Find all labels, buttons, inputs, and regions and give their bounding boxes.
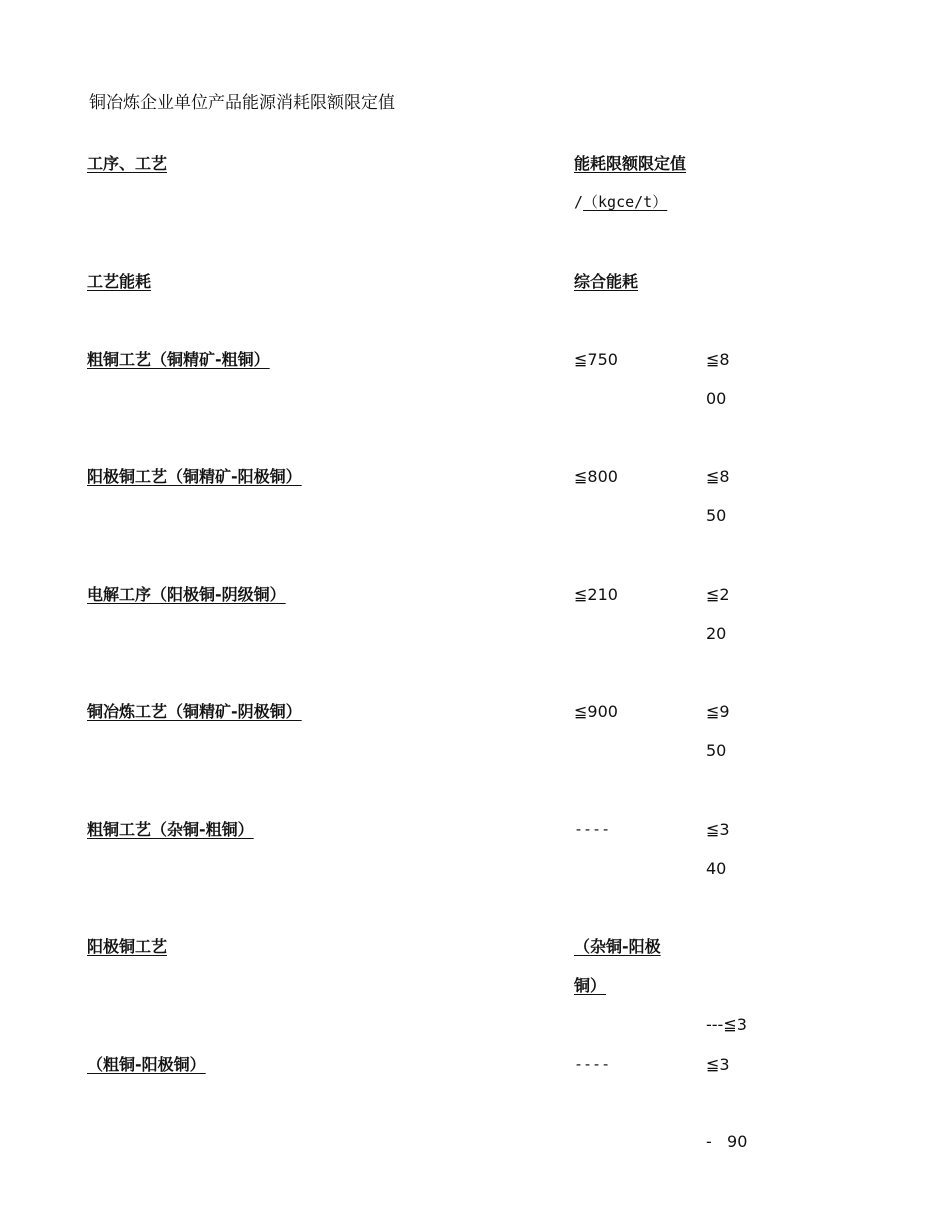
process-line-1: （杂铜-阳极	[574, 937, 661, 956]
row-total-value	[706, 1045, 730, 1084]
total-line-1: ≦9	[706, 702, 730, 721]
row-process-value: ≦210	[574, 585, 618, 604]
total-line-2: 40	[706, 859, 727, 878]
row-name: 电解工序（阳极铜-阴级铜）	[87, 585, 286, 604]
row-name: （粗铜-阳极铜）	[87, 1055, 206, 1074]
row-process-value: ≦900	[574, 702, 618, 721]
unit-label: （kgce/t）	[583, 193, 668, 211]
total-line-1: ≦8	[706, 467, 730, 486]
row-process-value: ≦750	[574, 350, 618, 369]
row-name: 阳极铜工艺	[87, 937, 168, 956]
total-line-1: ≦8	[706, 350, 730, 369]
total-line-2: 50	[706, 506, 727, 525]
total-line-1: ≦2	[706, 585, 730, 604]
row-total-value	[706, 692, 730, 770]
row-process-value	[574, 927, 661, 1005]
total-line-1: ≦3	[706, 820, 730, 839]
subheader-total-energy: 综合能耗	[574, 272, 639, 291]
row-name: 粗铜工艺（铜精矿-粗铜）	[87, 350, 270, 369]
header-process: 工序、工艺	[87, 154, 168, 173]
row-name: 铜冶炼工艺（铜精矿-阴极铜）	[87, 702, 302, 721]
process-line-2: 铜）	[574, 976, 607, 995]
total-line-1: ≦3	[706, 1055, 730, 1074]
subheader-process-energy: 工艺能耗	[87, 272, 152, 291]
row-process-value: ----	[574, 820, 611, 838]
total-line-2: 00	[706, 389, 727, 408]
page-title: 铜冶炼企业单位产品能源消耗限额限定值	[89, 93, 395, 113]
unit-prefix: /	[574, 193, 584, 211]
row-total-value	[706, 810, 730, 888]
row-name: 阳极铜工艺（铜精矿-阳极铜）	[87, 467, 302, 486]
row-total-value	[706, 457, 730, 535]
row-name: 粗铜工艺（杂铜-粗铜）	[87, 820, 254, 839]
total-line-2: 50	[706, 741, 727, 760]
row-total-value	[706, 575, 730, 653]
row-process-value: ----	[574, 1055, 611, 1073]
total-line-2: - 90	[706, 1132, 748, 1151]
row-total-value	[706, 340, 730, 418]
total-line-1: ---≦3	[706, 1015, 747, 1034]
header-limit: 能耗限额限定值	[574, 154, 687, 173]
row-process-value: ≦800	[574, 467, 618, 486]
header-unit	[574, 183, 667, 222]
total-line-2: 20	[706, 624, 727, 643]
